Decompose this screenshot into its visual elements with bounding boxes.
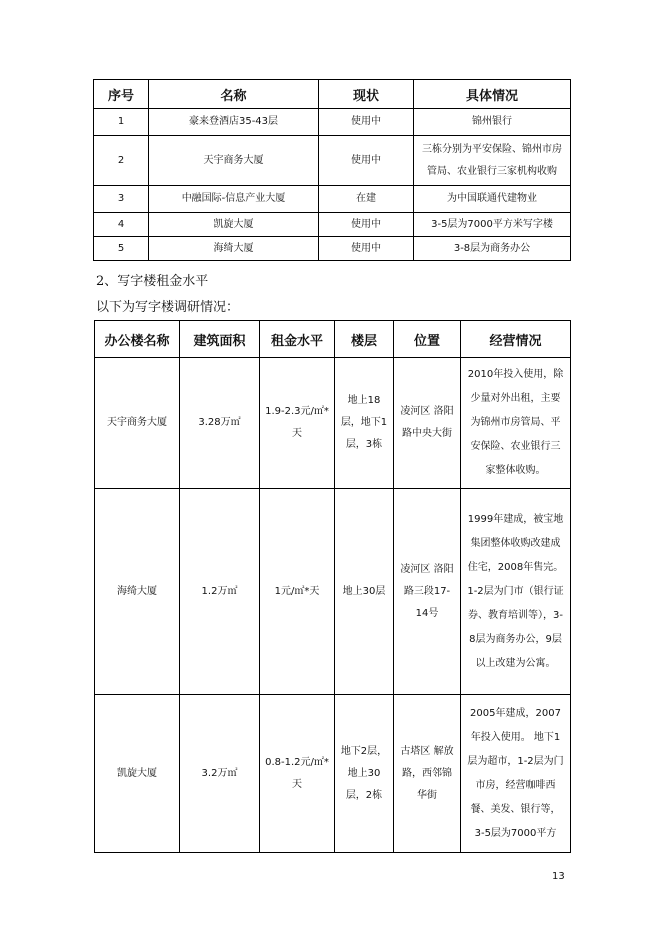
- cell-detail: 三栋分别为平安保险、锦州市房管局、农业银行三家机构收购: [414, 136, 571, 186]
- cell-detail: 3-8层为商务办公: [414, 237, 571, 261]
- cell-operation: 2010年投入使用，除少量对外出租，主要为锦州市房管局、平安保险、农业银行三家整体收购。: [461, 358, 571, 489]
- office-survey-table: [94, 320, 571, 853]
- cell-floors: 地上30层: [335, 489, 394, 695]
- cell-rent: 1.9-2.3元/㎡*天: [260, 358, 335, 489]
- cell-name: 凯旋大厦: [149, 213, 319, 237]
- header-detail: 具体情况: [414, 80, 571, 109]
- header-rent: 租金水平: [260, 321, 335, 358]
- cell-status: 在建: [319, 186, 414, 213]
- header-area: 建筑面积: [180, 321, 260, 358]
- cell-no: 4: [94, 213, 149, 237]
- table-header-row: [94, 80, 571, 109]
- section-heading: 2、写字楼租金水平: [96, 274, 209, 289]
- cell-area: 3.28万㎡: [180, 358, 260, 489]
- table-row: [94, 186, 571, 213]
- header-location: 位置: [394, 321, 461, 358]
- cell-status: 使用中: [319, 237, 414, 261]
- cell-no: 5: [94, 237, 149, 261]
- cell-no: 1: [94, 109, 149, 136]
- cell-detail: 锦州银行: [414, 109, 571, 136]
- cell-name: 海绮大厦: [149, 237, 319, 261]
- cell-building-name: 海绮大厦: [95, 489, 180, 695]
- header-status: 现状: [319, 80, 414, 109]
- project-status-table: [93, 79, 571, 261]
- table-row: [95, 489, 571, 695]
- cell-no: 3: [94, 186, 149, 213]
- cell-area: 3.2万㎡: [180, 695, 260, 853]
- cell-building-name: 凯旋大厦: [95, 695, 180, 853]
- table-row: [94, 109, 571, 136]
- cell-no: 2: [94, 136, 149, 186]
- cell-operation: 2005年建成，2007年投入使用。 地下1层为超市，1-2层为门市房，经营咖啡西餐、美发、银行等，3-5层为7000平方: [461, 695, 571, 853]
- cell-detail: 3-5层为7000平方米写字楼: [414, 213, 571, 237]
- cell-name: 豪来登酒店35-43层: [149, 109, 319, 136]
- page-number: 13: [552, 871, 565, 882]
- cell-building-name: 天宇商务大厦: [95, 358, 180, 489]
- cell-floors: 地上18层，地下1层，3栋: [335, 358, 394, 489]
- cell-name: 天宇商务大厦: [149, 136, 319, 186]
- cell-operation: 1999年建成，被宝地集团整体收购改建成住宅，2008年售完。1-2层为门市（银行证券、教育培训等），3-8层为商务办公，9层以上改建为公寓。: [461, 489, 571, 695]
- cell-location: 古塔区 解放路，西邻锦华街: [394, 695, 461, 853]
- cell-name: 中融国际-信息产业大厦: [149, 186, 319, 213]
- cell-location: 凌河区 洛阳路中央大街: [394, 358, 461, 489]
- table-row: [94, 237, 571, 261]
- cell-floors: 地下2层，地上30层，2栋: [335, 695, 394, 853]
- cell-rent: 1元/㎡*天: [260, 489, 335, 695]
- table-row: [95, 358, 571, 489]
- table-row: [94, 136, 571, 186]
- cell-area: 1.2万㎡: [180, 489, 260, 695]
- cell-status: 使用中: [319, 136, 414, 186]
- header-building-name: 办公楼名称: [95, 321, 180, 358]
- header-name: 名称: [149, 80, 319, 109]
- header-no: 序号: [94, 80, 149, 109]
- table-header-row: [95, 321, 571, 358]
- cell-location: 凌河区 洛阳路三段17-14号: [394, 489, 461, 695]
- table-row: [95, 695, 571, 853]
- cell-status: 使用中: [319, 109, 414, 136]
- header-operation: 经营情况: [461, 321, 571, 358]
- cell-detail: 为中国联通代建物业: [414, 186, 571, 213]
- intro-text: 以下为写字楼调研情况：: [96, 300, 240, 315]
- header-floors: 楼层: [335, 321, 394, 358]
- cell-rent: 0.8-1.2元/㎡*天: [260, 695, 335, 853]
- table-row: [94, 213, 571, 237]
- cell-status: 使用中: [319, 213, 414, 237]
